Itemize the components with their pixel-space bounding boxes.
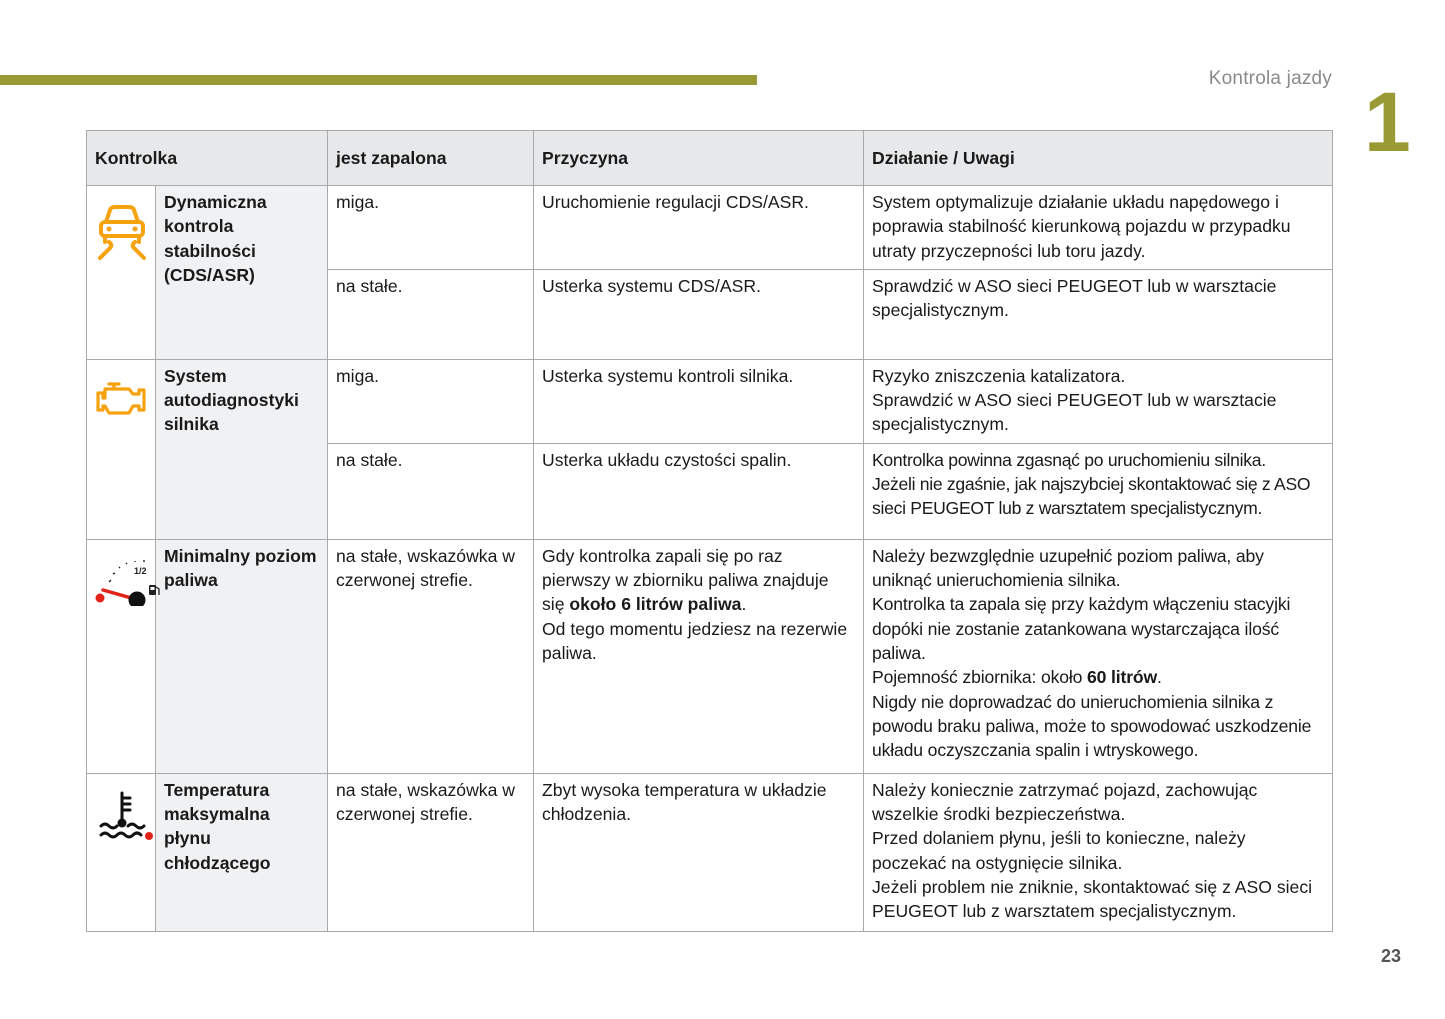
gauge-label: 1/2 [134,565,147,576]
action-cell [864,773,1333,931]
cause-cell: Uruchomienie regulacji CDS/ASR. [534,186,864,270]
header-accent-bar [0,75,757,85]
action-line: Przed dolaniem płynu, jeśli to konieczne, należy poczekać na ostygnięcie silnika. [872,828,1246,873]
cause-cell: Usterka układu czystości spalin. [534,443,864,539]
action-cell: Sprawdzić w ASO sieci PEUGEOT lub w warsztacie specjalistycznym. [864,269,1333,359]
fuel-gauge-icon [95,556,161,606]
icon-cell [87,773,156,931]
warning-light-name: Temperatura maksymalna płynu chłodzącego [156,773,328,931]
warning-light-name: Minimalny poziom paliwa [156,539,328,773]
state-cell: miga. [328,186,534,270]
action-line: Sprawdzić w ASO sieci PEUGEOT lub w warsztacie specjalistycznym. [872,390,1277,435]
icon-cell [87,539,156,773]
table-header-row [87,131,1333,186]
table-row [87,359,1333,443]
warning-lights-table [86,130,1333,932]
cause-cell: Usterka systemu kontroli silnika. [534,359,864,443]
car-skid-icon [95,202,149,260]
action-line: Należy bezwzględnie uzupełnić poziom paliwa, aby uniknąć unieruchomienia silnika. [872,545,1264,591]
action-line: Jeżeli nie zgaśnie, jak najszybciej skontaktować się z ASO sieci PEUGEOT lub z warsztatem specjalistycznym. [872,474,1311,519]
warning-light-name: System autodiagnostyki silnika [156,359,328,539]
page-number: 23 [1381,946,1402,966]
action-line: Należy koniecznie zatrzymać pojazd, zachowując wszelkie środki bezpieczeństwa. [872,779,1258,825]
action-line: Jeżeli problem nie zniknie, skontaktować się z ASO sieci PEUGEOT lub z warsztatem specjalistycznym. [872,876,1313,922]
action-line: Pojemność zbiornika: około 60 litrów. [872,667,1162,688]
action-line: Ryzyko zniszczenia katalizatora. [872,365,1126,386]
tank-capacity: 60 litrów [1087,667,1158,688]
chapter-number: 1 [1364,75,1411,169]
action-cell [864,359,1333,443]
cause-cell: Zbyt wysoka temperatura w układzie chłodzenia. [534,773,864,931]
table-row [87,773,1333,931]
header-action: Działanie / Uwagi [864,131,1333,186]
icon-cell [87,186,156,360]
cause-line: Od tego momentu jedziesz na rezerwie paliwa. [542,618,848,663]
table-row [87,186,1333,270]
header-state: jest zapalona [328,131,534,186]
engine-icon [95,378,147,418]
action-line: Kontrolka powinna zgasnąć po uruchomieniu silnika. [872,449,1266,470]
table-row [87,539,1333,773]
action-line: Kontrolka ta zapala się przy każdym włączeniu stacyjki dopóki nie zostanie zatankowana wystarczająca ilość paliwa. [872,594,1291,663]
header-cause: Przyczyna [534,131,864,186]
state-cell: na stałe. [328,443,534,539]
action-cell [864,443,1333,539]
coolant-temperature-icon [95,790,155,840]
action-cell [864,539,1333,773]
warning-light-name: Dynamiczna kontrola stabilności (CDS/ASR) [156,186,328,360]
state-cell: na stałe, wskazówka w czerwonej strefie. [328,773,534,931]
icon-cell [87,359,156,539]
cause-cell [534,539,864,773]
cause-line: Gdy kontrolka zapali się po raz pierwszy w zbiorniku paliwa znajduje się około 6 litrów paliwa. [542,545,829,615]
fuel-amount: około 6 litrów paliwa [569,594,742,615]
state-cell: miga. [328,359,534,443]
cause-cell: Usterka systemu CDS/ASR. [534,269,864,359]
header-kontrolka: Kontrolka [87,131,328,186]
action-cell: System optymalizuje działanie układu napędowego i poprawia stabilność kierunkową pojazdu w przypadku utraty przyczepności lub toru jazdy. [864,186,1333,270]
state-cell: na stałe. [328,269,534,359]
state-cell: na stałe, wskazówka w czerwonej strefie. [328,539,534,773]
action-line: Nigdy nie doprowadzać do unieruchomienia silnika z powodu braku paliwa, może to spowodować uszkodzenie układu oczyszczania spalin i wtryskowego. [872,691,1312,761]
section-title: Kontrola jazdy [1208,68,1332,89]
